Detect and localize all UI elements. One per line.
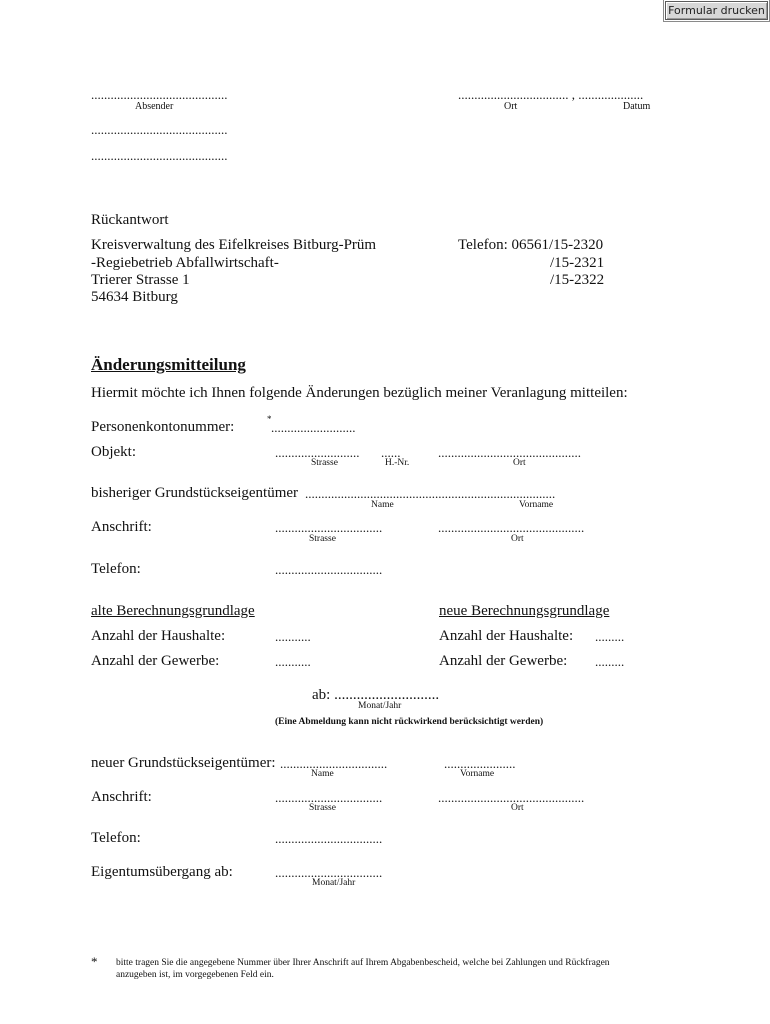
new-owner-name-label: Name (311, 769, 334, 779)
previous-address-city-field[interactable]: ............................................. (438, 520, 585, 535)
previous-phone-field[interactable]: ................................. (275, 562, 383, 577)
reply-heading: Rückantwort (91, 212, 169, 228)
footnote-line-1: bitte tragen Sie die angegebene Nummer über Ihrer Anschrift auf Ihrem Abgabenbescheid, welche bei Zahlungen und Rückfragen (116, 958, 610, 968)
sender-line-1[interactable]: .......................................... (91, 87, 228, 102)
new-address-city-label: Ort (511, 803, 524, 813)
new-basis-heading: neue Berechnungsgrundlage (439, 603, 610, 619)
new-owner-name-field[interactable]: ................................. (280, 756, 388, 771)
new-households-field[interactable]: ......... (595, 629, 625, 644)
previous-address-city-label: Ort (511, 534, 524, 544)
new-phone-label: Telefon: (91, 830, 141, 846)
phone-line-2: /15-2321 (550, 255, 605, 271)
old-households-label: Anzahl der Haushalte: (91, 628, 226, 644)
form-title: Änderungsmitteilung (91, 355, 246, 374)
new-owner-firstname-label: Vorname (460, 769, 495, 779)
new-owner-label: neuer Grundstückseigentümer: (91, 755, 276, 771)
new-businesses-label: Anzahl der Gewerbe: (439, 653, 568, 669)
effective-date-sublabel: Monat/Jahr (358, 701, 402, 711)
old-households-field[interactable]: ........... (275, 629, 311, 644)
recipient-address-line-2: -Regiebetrieb Abfallwirtschaft- (91, 255, 279, 271)
previous-owner-label: bisheriger Grundstückseigentümer (91, 485, 299, 501)
effective-date-field[interactable]: ab: ............................ (312, 687, 440, 703)
object-house-number-field[interactable]: ...... (381, 445, 401, 460)
recipient-address-line-1: Kreisverwaltung des Eifelkreises Bitburg-Prüm (91, 237, 377, 253)
previous-owner-name-label: Name (371, 500, 394, 510)
ownership-transfer-label: Eigentumsübergang ab: (91, 864, 233, 880)
new-address-street-field[interactable]: ................................. (275, 790, 383, 805)
retroactive-note: (Eine Abmeldung kann nicht rückwirkend berücksichtigt werden) (275, 717, 544, 727)
place-label: Ort (504, 101, 518, 112)
previous-phone-label: Telefon: (91, 561, 141, 577)
old-businesses-field[interactable]: ........... (275, 654, 311, 669)
object-city-label: Ort (513, 458, 526, 468)
new-address-label: Anschrift: (91, 789, 152, 805)
new-households-label: Anzahl der Haushalte: (439, 628, 574, 644)
old-basis-heading: alte Berechnungsgrundlage (91, 603, 255, 619)
object-house-number-label: H.-Nr. (385, 458, 410, 468)
previous-address-street-field[interactable]: ................................. (275, 520, 383, 535)
date-label: Datum (623, 101, 651, 112)
print-form-button[interactable]: Formular drucken (665, 1, 768, 20)
object-street-field[interactable]: .......................... (275, 445, 360, 460)
new-owner-firstname-field[interactable]: ...................... (444, 756, 516, 771)
previous-address-label: Anschrift: (91, 519, 152, 535)
object-label: Objekt: (91, 444, 136, 460)
sender-line-2[interactable]: .......................................... (91, 122, 228, 137)
account-number-field[interactable]: .......................... (271, 420, 356, 435)
recipient-address-line-4: 54634 Bitburg (91, 289, 178, 305)
recipient-address-line-3: Trierer Strasse 1 (91, 272, 190, 288)
form-intro: Hiermit möchte ich Ihnen folgende Änderungen bezüglich meiner Veranlagung mitteilen: (91, 385, 628, 401)
new-address-street-label: Strasse (309, 803, 336, 813)
footnote-line-2: anzugeben ist, im vorgegebenen Feld ein. (116, 970, 274, 980)
account-label: Personenkontonummer: (91, 419, 235, 435)
ownership-transfer-field[interactable]: ................................. (275, 865, 383, 880)
previous-owner-firstname-label: Vorname (519, 500, 554, 510)
new-businesses-field[interactable]: ......... (595, 654, 625, 669)
object-city-field[interactable]: ............................................ (438, 445, 581, 460)
old-businesses-label: Anzahl der Gewerbe: (91, 653, 220, 669)
place-date-line[interactable]: .................................. , .................... (458, 87, 644, 102)
account-asterisk: * (267, 414, 272, 424)
ownership-transfer-sublabel: Monat/Jahr (312, 878, 356, 888)
footnote-marker: * (91, 954, 98, 969)
new-address-city-field[interactable]: ............................................. (438, 790, 585, 805)
phone-line-1: Telefon: 06561/15-2320 (458, 237, 604, 253)
new-phone-field[interactable]: ................................. (275, 831, 383, 846)
sender-label: Absender (135, 101, 174, 112)
sender-line-3[interactable]: .......................................... (91, 148, 228, 163)
previous-owner-field[interactable]: ............................................................................. (305, 486, 556, 501)
phone-line-3: /15-2322 (550, 272, 605, 288)
previous-address-street-label: Strasse (309, 534, 336, 544)
object-street-label: Strasse (311, 458, 338, 468)
